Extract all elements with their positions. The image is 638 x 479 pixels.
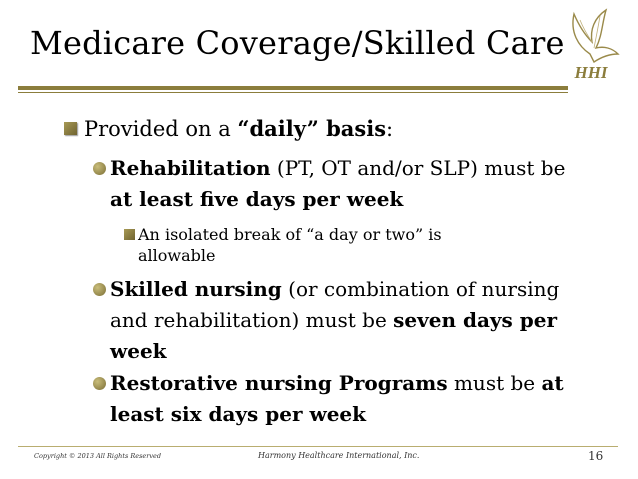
bullet-text: (PT, OT and/or SLP) must be xyxy=(270,156,566,180)
bullet-isolated-break xyxy=(138,224,518,266)
round-bullet-icon xyxy=(93,162,106,175)
square-bullet-icon xyxy=(64,122,77,135)
bullet-text: An isolated break of “a day or two” is allowable xyxy=(138,225,442,265)
bullet-text: : xyxy=(386,117,394,141)
bullet-text: must be xyxy=(447,371,542,395)
logo-text: HHI xyxy=(574,63,608,82)
bullet-bold: Restorative nursing Programs xyxy=(110,371,448,395)
page-number: 16 xyxy=(588,449,604,463)
bullet-bold: at least five days per week xyxy=(110,187,404,211)
bullet-bold: Rehabilitation xyxy=(110,156,271,180)
title-rule-thick xyxy=(18,86,568,90)
round-bullet-icon xyxy=(93,377,106,390)
bullet-text: (or combination of nursing and rehabilitation) must be xyxy=(110,277,560,332)
bullet-bold: seven days per week xyxy=(110,308,558,363)
bullet-bold: “daily” basis xyxy=(237,116,387,141)
footer-rule xyxy=(18,446,618,447)
round-bullet-icon xyxy=(93,283,106,296)
bullet-bold: Skilled nursing xyxy=(110,277,282,301)
bullet-rehabilitation xyxy=(110,153,590,215)
footer-company: Harmony Healthcare International, Inc. xyxy=(258,451,420,460)
title-rule-thin xyxy=(18,92,568,93)
bullet-bold: at least six days per week xyxy=(110,371,564,426)
bullet-daily-basis xyxy=(84,116,393,141)
slide-title: Medicare Coverage/Skilled Care xyxy=(30,24,565,62)
bullet-text: Provided on a xyxy=(84,117,238,141)
footer-copyright: Copyright © 2013 All Rights Reserved xyxy=(34,452,162,460)
bullet-skilled-nursing xyxy=(110,274,590,367)
bullet-restorative-nursing xyxy=(110,368,590,430)
hhi-dove-logo xyxy=(560,6,622,86)
square-bullet-icon xyxy=(124,229,135,240)
